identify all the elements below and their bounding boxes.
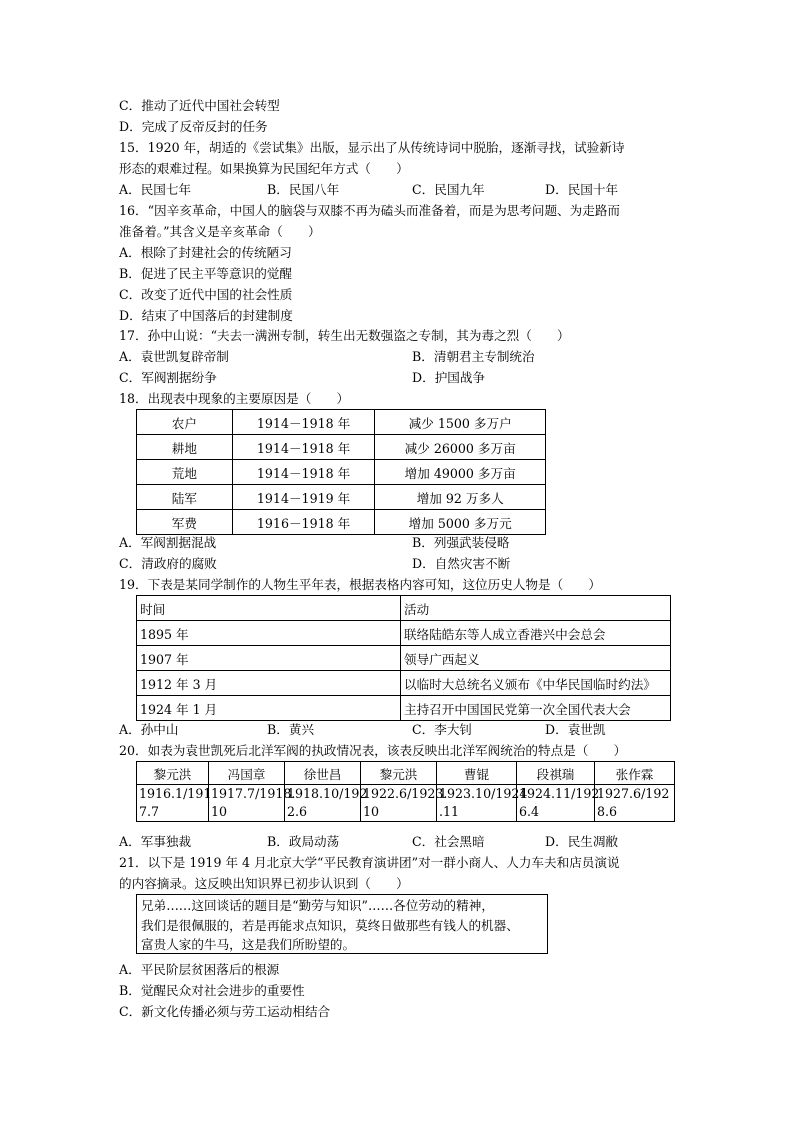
q20-option-a: A．军事独裁 [119,834,192,849]
q15-stem-line2: 形态的艰难过程。如果换算为民国纪年方式（ ） [119,161,409,176]
table-cell: 增加 5000 多万元 [375,510,546,535]
table-cell: 1924 年 1 月 [137,696,401,721]
table-cell: 1916－1918 年 [232,510,375,535]
table-cell [595,785,675,822]
q14-option-d: D．完成了反帝反封的任务 [119,119,268,134]
table-cell: 陆军 [137,485,233,510]
q14-option-c: C．推动了近代中国社会转型 [119,98,280,113]
table-header-cell: 徐世昌 [285,762,361,785]
table-cell: 耕地 [137,435,233,460]
table-cell: 联络陆皓东等人成立香港兴中会总会 [401,621,671,646]
q17-option-b: B．清朝君主专制统治 [412,349,535,364]
q15-option-d: D．民国十年 [545,182,619,197]
table-cell: 1914－1919 年 [232,485,375,510]
q15-option-c: C．民国九年 [412,182,485,197]
table-cell [209,785,296,822]
table-cell [285,785,368,822]
q15-stem-line1: 15．1920 年，胡适的《尝试集》出版，显示出了从传统诗词中脱胎，逐渐寻找，试验新诗 [119,140,625,155]
table-row [137,485,546,510]
q15-option-b: B．民国八年 [267,182,340,197]
q16-option-b: B．促进了民主平等意识的觉醒 [119,266,292,281]
table-row [137,646,671,671]
q17-option-c: C．军阀割据纷争 [119,370,217,385]
table-cell: 农户 [137,410,233,435]
date-line: 8.6 [597,804,618,819]
q20-option-b: B．政局动荡 [267,834,340,849]
q16-option-a: A．根除了封建社会的传统陋习 [119,245,292,260]
table-cell: 减少 1500 多万户 [375,410,546,435]
table-cell [361,785,448,822]
q17-stem: 17．孙中山说：“夫去一满洲专制，转生出无数强盗之专制，其为毒之烈（ ） [119,328,570,343]
q15-option-a: A．民国七年 [119,182,192,197]
table-cell: 1914－1918 年 [232,410,375,435]
date-line: 7.7 [139,804,160,819]
quote-line: 富贵人家的牛马，这是我们所盼望的。 [141,937,356,952]
q20-option-c: C．社会黑暗 [412,834,485,849]
table-row [137,410,546,435]
q18-option-a: A．军阀割据混战 [119,535,217,550]
q19-table [136,595,671,721]
q19-option-a: A．孙中山 [119,722,179,737]
table-cell: 增加 49000 多万亩 [375,460,546,485]
date-line: 10 [363,804,380,819]
q18-option-d: D．自然灾害不断 [412,556,511,571]
table-row [137,785,675,822]
q18-stem: 18．出现表中现象的主要原因是（ ） [119,391,350,406]
q21-stem-line1: 21．以下是 1919 年 4 月北京大学“平民教育演讲团”对一群小商人、人力车夫和店员演说 [119,855,620,870]
q18-table [136,409,546,535]
q20-table [136,761,675,822]
q19-stem: 19．下表是某同学制作的人物生平年表，根据表格内容可知，这位历史人物是（ ） [119,577,601,592]
q21-option-c: C．新文化传播必须与劳工运动相结合 [119,1004,331,1019]
q20-option-d: D．民生凋敝 [545,834,619,849]
table-row [137,460,546,485]
q17-option-a: A．袁世凯复辟帝制 [119,349,229,364]
table-cell: 1895 年 [137,621,401,646]
date-line: 10 [211,804,228,819]
date-line: 1922.6/1923. [363,786,448,801]
table-cell [517,785,600,822]
date-line: 1916.1/191 [139,786,212,801]
table-cell [137,785,212,822]
table-row [137,596,671,621]
q21-stem-line2: 的内容摘录。这反映出知识界已初步认识到（ ） [119,876,409,891]
q20-stem: 20．如表为袁世凯死后北洋军阀的执政情况表，该表反映出北洋军阀统治的特点是（ ） [119,743,627,758]
q21-option-a: A．平民阶层贫困落后的根源 [119,962,280,977]
q18-option-c: C．清政府的腐败 [119,556,217,571]
table-header-cell: 时间 [137,596,401,621]
q19-option-d: D．袁世凯 [545,722,606,737]
table-cell: 1914－1918 年 [232,460,375,485]
date-line: 1917.7/1918. [211,786,296,801]
table-row [137,696,671,721]
table-row [137,435,546,460]
q16-option-d: D．结束了中国落后的封建制度 [119,308,293,323]
table-row [137,621,671,646]
table-row [137,510,546,535]
quote-line: 兄弟……这回谈话的题目是“勤劳与知识”……各位劳动的精神， [141,898,494,913]
table-header-cell: 段祺瑞 [517,762,595,785]
q18-option-b: B．列强武装侵略 [412,535,510,550]
table-cell: 领导广西起义 [401,646,671,671]
table-row [137,762,675,785]
q16-stem-line2: 准备着。”其含义是辛亥革命（ ） [119,224,321,239]
table-cell: 军费 [137,510,233,535]
date-line: 2.6 [287,804,308,819]
table-cell: 以临时大总统名义颁布《中华民国临时约法》 [401,671,671,696]
table-cell: 增加 92 万多人 [375,485,546,510]
table-cell: 1914－1918 年 [232,435,375,460]
date-line: 1924.11/192 [519,786,600,801]
quote-line: 我们是很佩服的，若是再能求点知识，莫终日做那些有钱人的机器、 [141,917,519,933]
q17-option-d: D．护国战争 [412,370,486,385]
date-line: 1918.10/192 [287,786,368,801]
date-line: 6.4 [519,804,540,819]
table-header-cell: 张作霖 [595,762,675,785]
table-row [137,671,671,696]
table-cell: 减少 26000 多万亩 [375,435,546,460]
table-cell: 荒地 [137,460,233,485]
table-header-cell: 冯国章 [209,762,285,785]
q21-quote-box [136,894,548,954]
date-line: .11 [439,804,460,819]
table-cell: 1907 年 [137,646,401,671]
table-cell: 1912 年 3 月 [137,671,401,696]
table-cell: 主持召开中国国民党第一次全国代表大会 [401,696,671,721]
table-header-cell: 黎元洪 [137,762,209,785]
q19-option-b: B．黄兴 [267,722,315,737]
table-cell [437,785,528,822]
table-header-cell: 黎元洪 [361,762,437,785]
q16-stem-line1: 16．“因辛亥革命，中国人的脑袋与双膝不再为磕头而准备着，而是为思考问题、为走路而 [119,203,621,218]
q16-option-c: C．改变了近代中国的社会性质 [119,287,293,302]
q19-option-c: C．李大钊 [412,722,473,737]
date-line: 1927.6/192 [597,786,670,801]
table-header-cell: 活动 [401,596,671,621]
date-line: 1923.10/1924 [439,786,528,801]
table-header-cell: 曹锟 [437,762,517,785]
q21-option-b: B．觉醒民众对社会进步的重要性 [119,983,305,998]
